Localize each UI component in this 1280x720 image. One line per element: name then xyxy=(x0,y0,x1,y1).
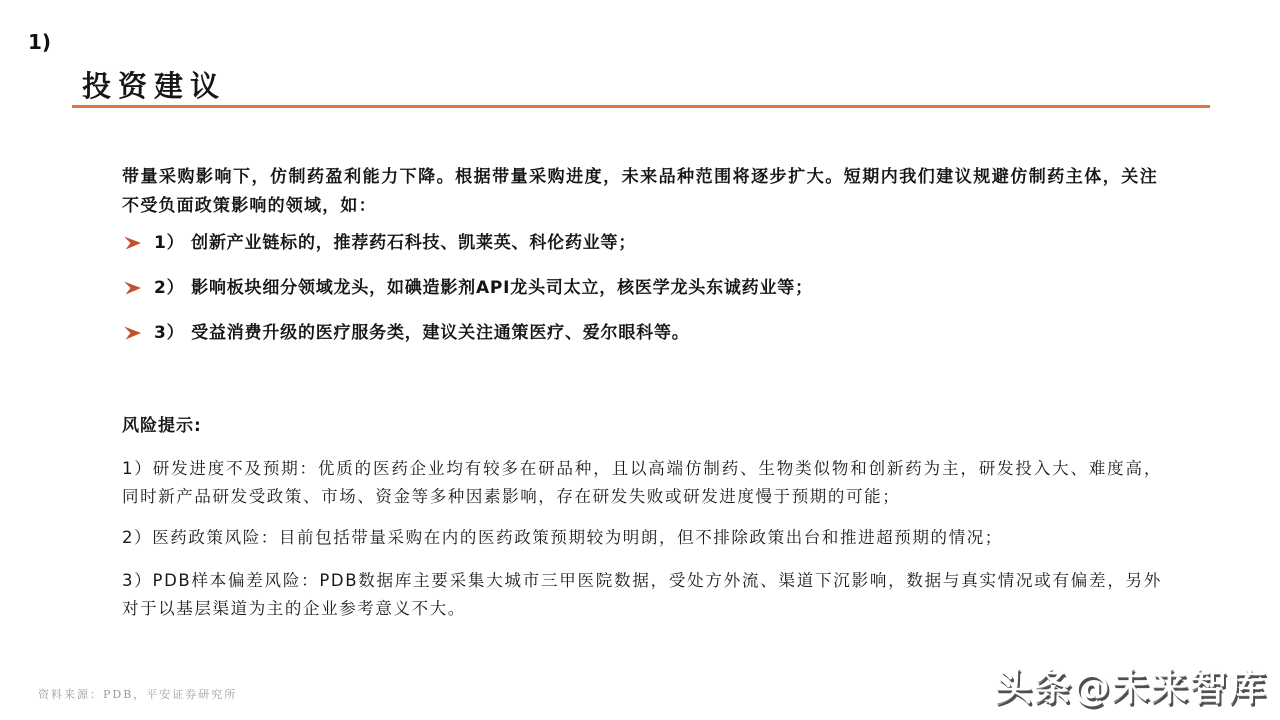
watermark: 头条@未来智库 xyxy=(995,666,1268,709)
arrowhead-right-icon xyxy=(124,325,142,341)
arrowhead-right-icon xyxy=(124,235,142,251)
recommendation-list xyxy=(122,234,1158,369)
recommendation-item xyxy=(122,234,1158,252)
slide-number: 1) xyxy=(28,30,52,54)
risk-item: 3）PDB样本偏差风险：PDB数据库主要采集大城市三甲医院数据，受处方外流、渠道下沉影响，数据与真实情况或有偏差，另外对于以基层渠道为主的企业参考意义不大。 xyxy=(122,571,1162,618)
intro-paragraph: 带量采购影响下，仿制药盈利能力下降。根据带量采购进度，未来品种范围将逐步扩大。短期内我们建议规避仿制药主体，关注不受负面政策影响的领域，如： xyxy=(122,167,1158,216)
recommendation-text: 1） 创新产业链标的，推荐药石科技、凯莱英、科伦药业等； xyxy=(154,233,637,253)
risk-item: 2）医药政策风险：目前包括带量采购在内的医药政策预期较为明朗，但不排除政策出台和推进超预期的情况； xyxy=(122,528,1003,547)
recommendation-text: 3） 受益消费升级的医疗服务类，建议关注通策医疗、爱尔眼科等。 xyxy=(154,323,690,343)
arrowhead-right-icon xyxy=(124,280,142,296)
recommendation-item xyxy=(122,279,1158,297)
risk-heading: 风险提示: xyxy=(122,416,202,436)
source-note: 资料来源：PDB，平安证券研究所 xyxy=(38,688,238,701)
page-title: 投资建议 xyxy=(82,69,227,103)
title-underline xyxy=(72,105,1210,108)
recommendation-text: 2） 影响板块细分领域龙头，如碘造影剂API龙头司太立，核医学龙头东诚药业等； xyxy=(154,278,813,298)
risk-item: 1）研发进度不及预期：优质的医药企业均有较多在研品种，且以高端仿制药、生物类似物和创新药为主，研发投入大、难度高，同时新产品研发受政策、市场、资金等多种因素影响，存在研发失败或研发进度慢于预期的可能； xyxy=(122,459,1162,506)
recommendation-item xyxy=(122,324,1158,342)
